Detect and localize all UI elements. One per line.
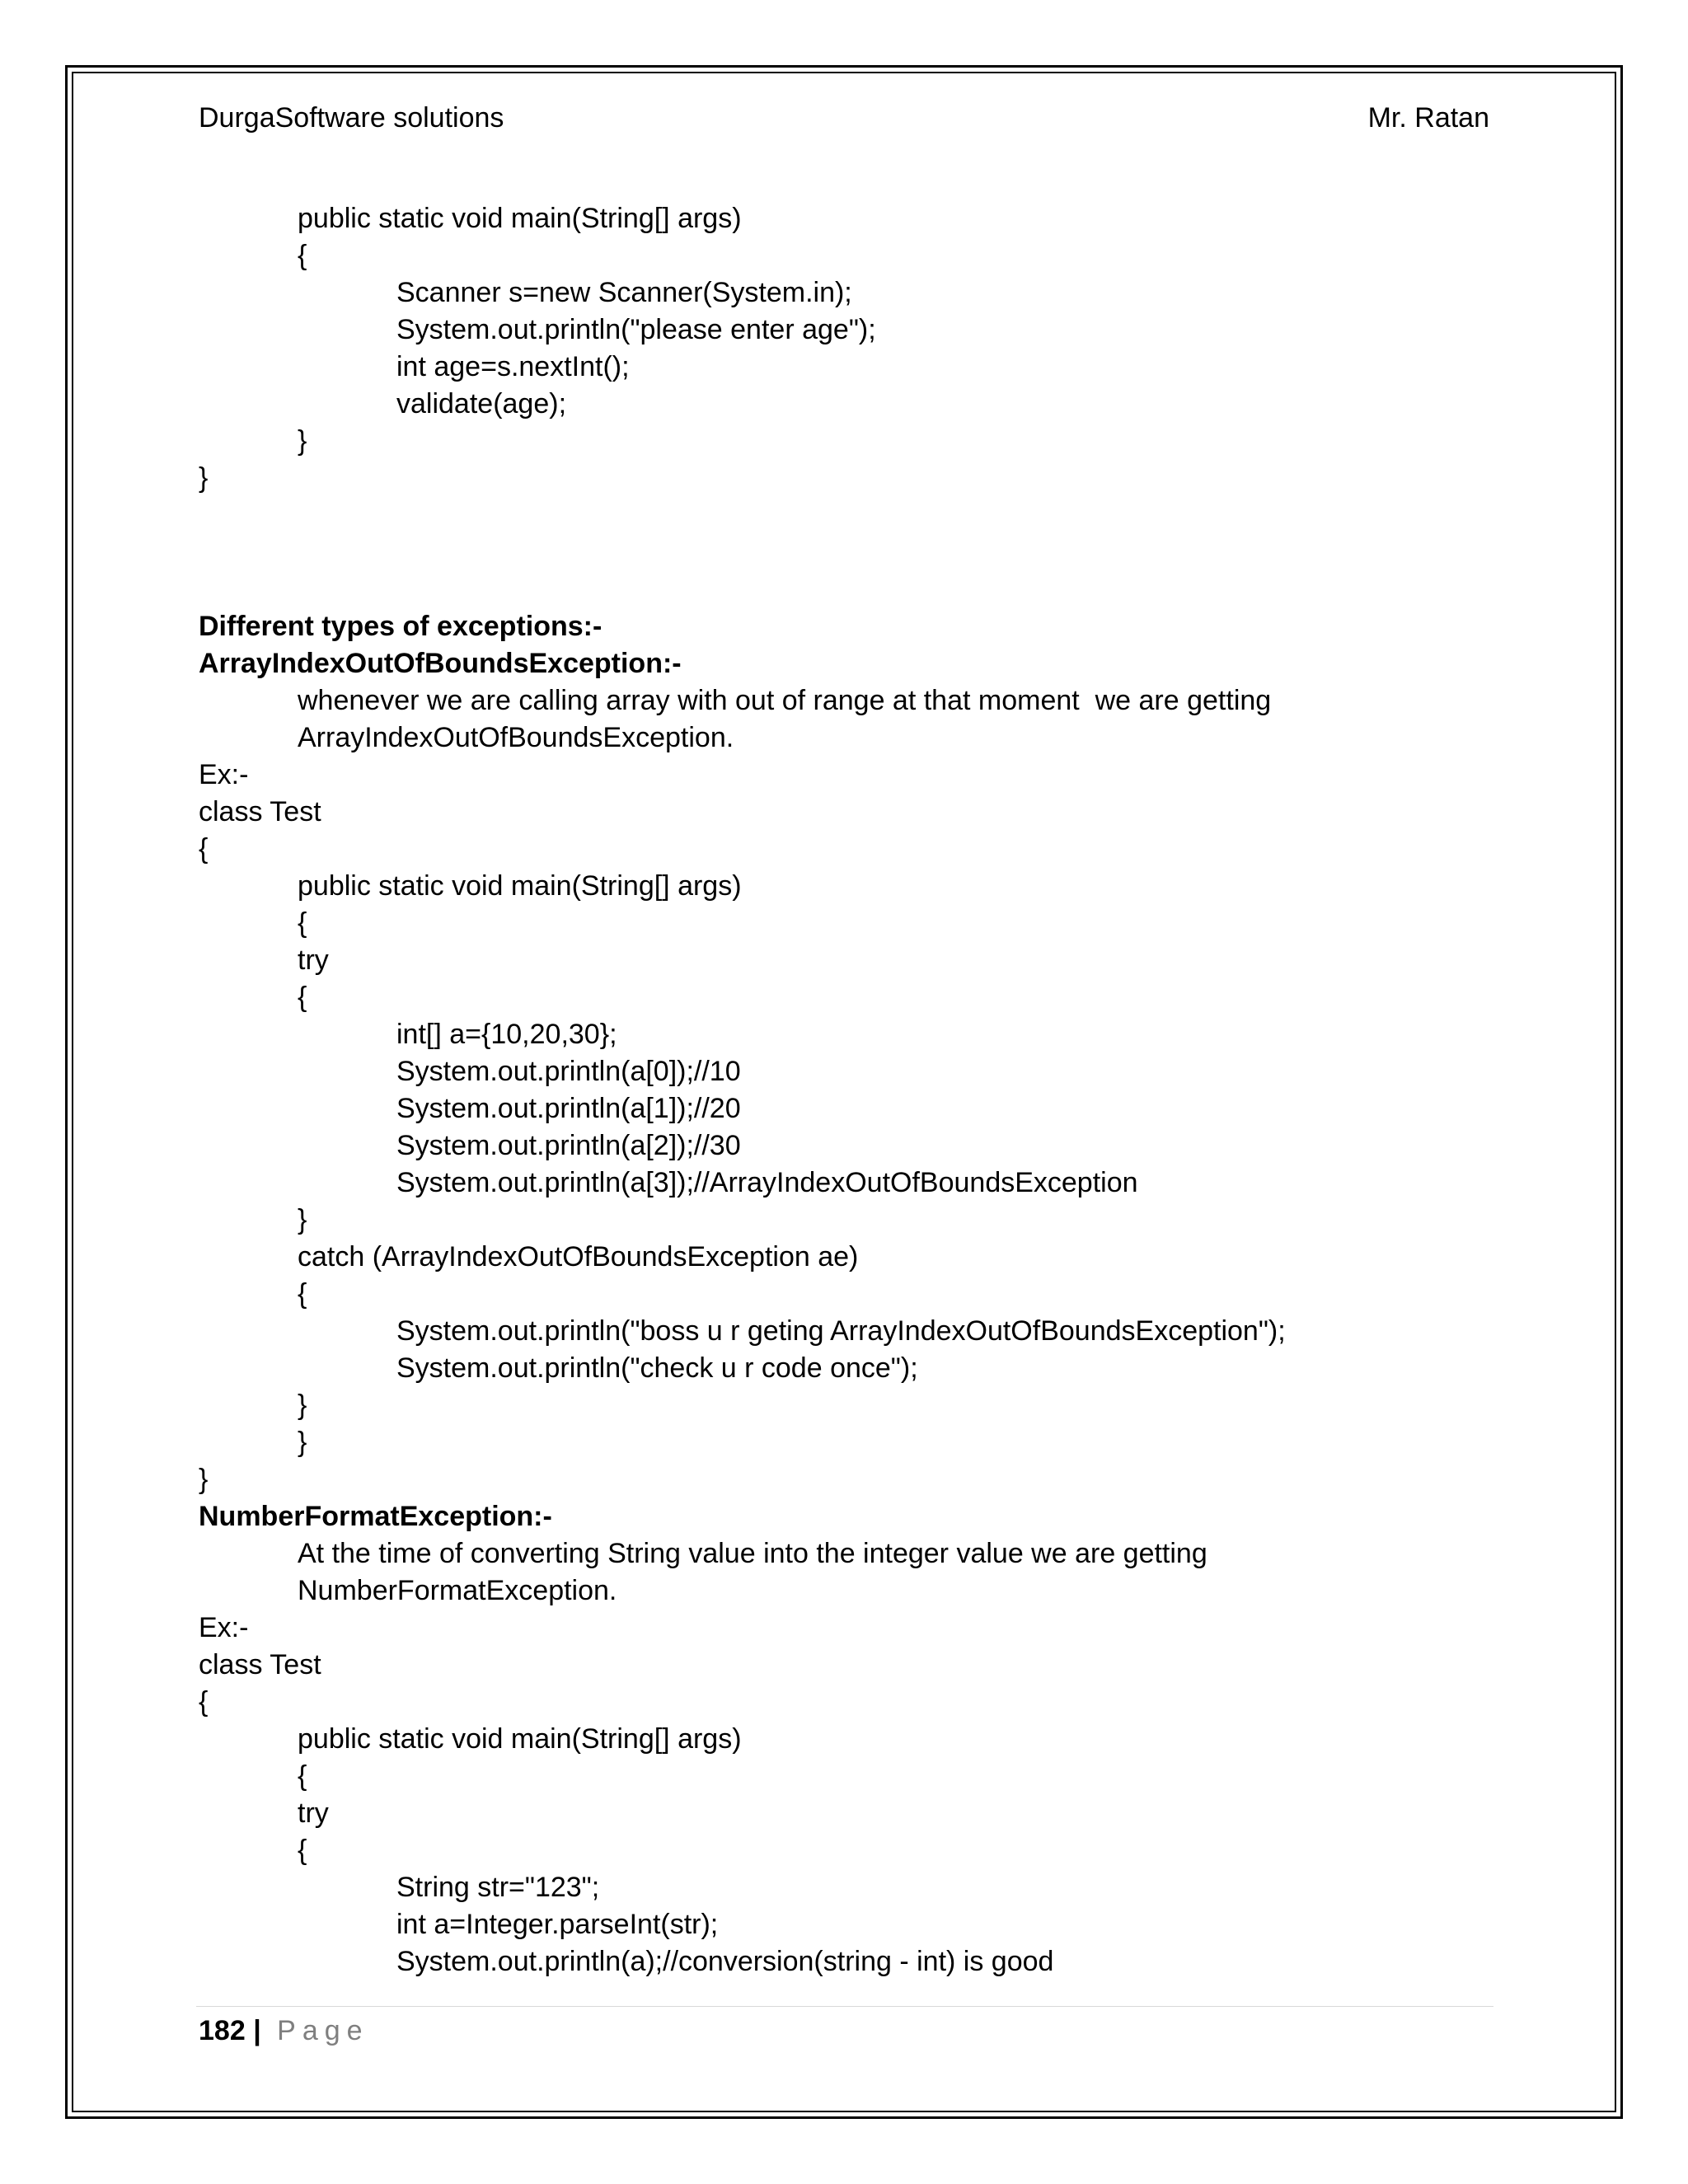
document-body [199, 200, 1534, 1980]
subsection-heading: NumberFormatException:- [199, 1501, 552, 1532]
code-line: class Test [199, 796, 321, 827]
paragraph-line: ArrayIndexOutOfBoundsException. [298, 722, 734, 753]
code-line: { [298, 982, 307, 1013]
code-line: } [298, 1390, 307, 1421]
footer-separator: | [253, 2015, 261, 2046]
code-line: System.out.println(a[2]);//30 [396, 1130, 741, 1161]
code-line: { [298, 1278, 307, 1310]
blank-line [199, 497, 1534, 534]
paragraph-line: NumberFormatException. [298, 1575, 617, 1606]
code-line: try [298, 1797, 329, 1829]
code-line: catch (ArrayIndexOutOfBoundsException ae) [298, 1241, 859, 1272]
code-line: int a=Integer.parseInt(str); [396, 1909, 719, 1940]
code-line: System.out.println("please enter age"); [396, 314, 876, 345]
paragraph-line: whenever we are calling array with out of range at that moment we are getting [298, 685, 1272, 716]
blank-line [199, 534, 1534, 571]
code-line: { [298, 1835, 307, 1866]
code-line: System.out.println(a);//conversion(string - int) is good [396, 1946, 1054, 1977]
code-line: } [298, 1204, 307, 1235]
code-line: { [298, 240, 307, 271]
code-line: public static void main(String[] args) [298, 203, 742, 234]
code-line: { [199, 1686, 209, 1718]
page-footer [199, 2011, 369, 2050]
code-line: Scanner s=new Scanner(System.in); [396, 277, 852, 308]
code-line: } [298, 1427, 307, 1458]
example-label: Ex:- [199, 759, 249, 790]
code-line: } [298, 425, 307, 457]
header-author: Mr. Ratan [1367, 102, 1489, 134]
blank-line [199, 571, 1534, 608]
page-number: 182 [199, 2015, 246, 2046]
section-heading: Different types of exceptions:- [199, 611, 603, 642]
code-line: validate(age); [396, 388, 567, 419]
subsection-heading: ArrayIndexOutOfBoundsException:- [199, 648, 682, 679]
footer-divider [196, 2006, 1493, 2007]
paragraph-line: At the time of converting String value into the integer value we are getting [298, 1538, 1207, 1569]
code-line: { [298, 1760, 307, 1792]
page-label: Page [277, 2015, 369, 2046]
code-line: System.out.println(a[3]);//ArrayIndexOutOfBoundsException [396, 1167, 1138, 1198]
code-line: try [298, 944, 329, 976]
code-line: } [199, 1464, 209, 1495]
code-line: System.out.println(a[1]);//20 [396, 1093, 741, 1124]
code-line: System.out.println("check u r code once"); [396, 1352, 918, 1384]
code-line: } [199, 462, 209, 494]
example-label: Ex:- [199, 1612, 249, 1643]
code-line: { [199, 833, 209, 865]
code-line: { [298, 907, 307, 939]
code-line: System.out.println("boss u r geting ArrayIndexOutOfBoundsException"); [396, 1315, 1286, 1347]
code-line: public static void main(String[] args) [298, 1723, 742, 1755]
header-company: DurgaSoftware solutions [199, 102, 504, 134]
code-line: public static void main(String[] args) [298, 870, 742, 902]
code-line: System.out.println(a[0]);//10 [396, 1056, 741, 1087]
code-line: int[] a={10,20,30}; [396, 1019, 617, 1050]
code-line: int age=s.nextInt(); [396, 351, 630, 382]
code-line: class Test [199, 1649, 321, 1680]
code-line: String str="123"; [396, 1872, 600, 1903]
